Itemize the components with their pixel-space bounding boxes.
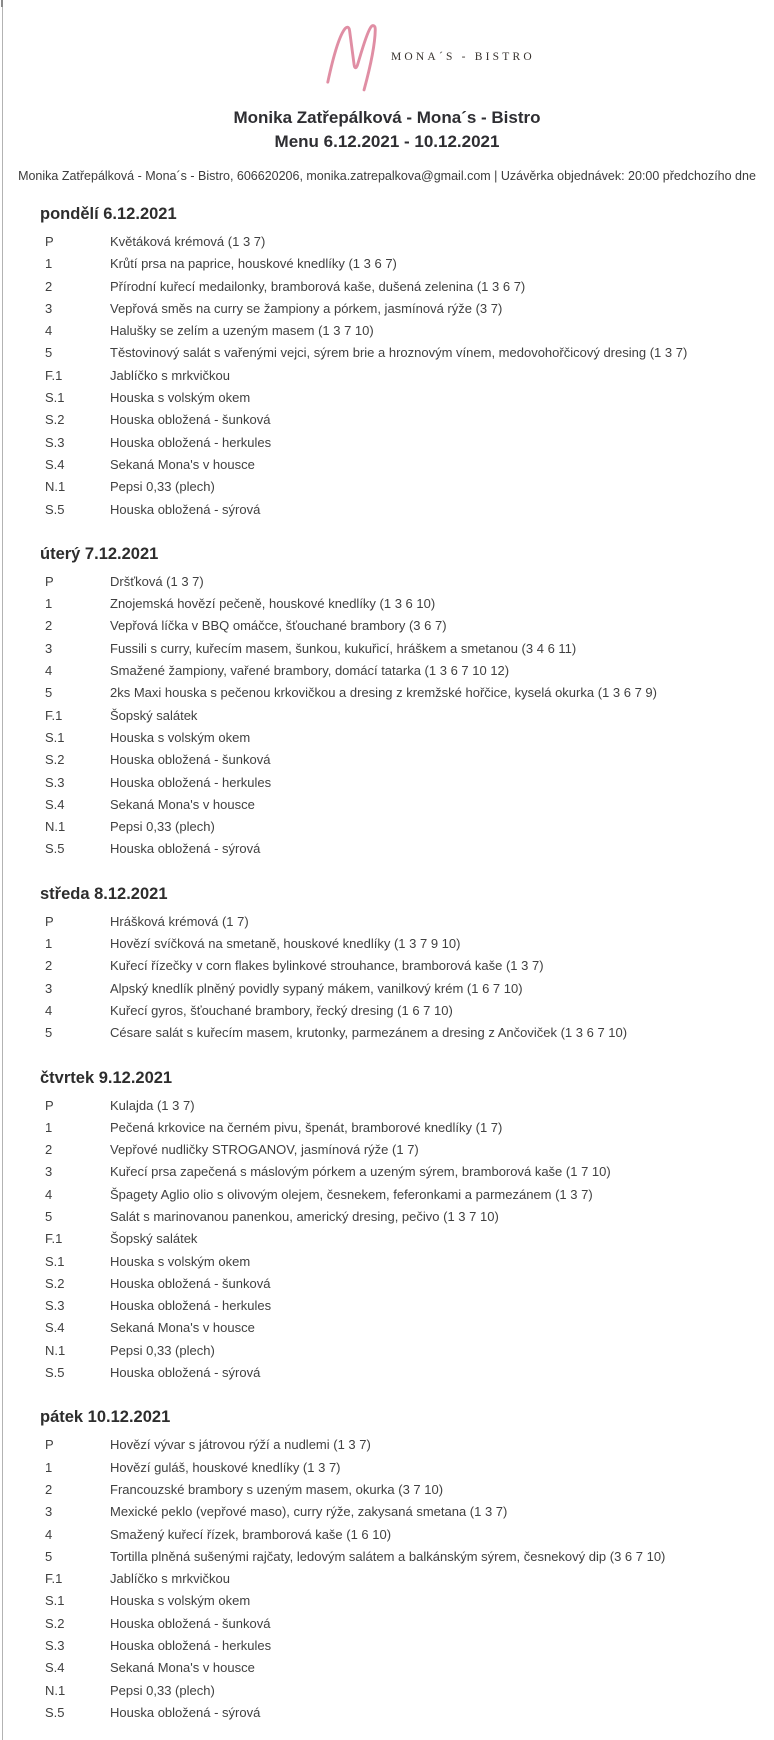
menu-row xyxy=(45,663,774,685)
menu-row xyxy=(45,1254,774,1276)
menu-row-code: 2 xyxy=(45,278,53,294)
menu-row-code: 3 xyxy=(45,300,53,316)
menu-row xyxy=(45,502,774,524)
menu-row xyxy=(45,708,774,730)
menu-row-text: Vepřová směs na curry se žampiony a pórkem, jasmínová rýže (3 7) xyxy=(110,300,503,316)
menu-row xyxy=(45,730,774,752)
menu-row-code: S.2 xyxy=(45,752,65,768)
menu-row xyxy=(45,234,774,256)
menu-row-code: F.1 xyxy=(45,1231,63,1247)
menu-row xyxy=(45,1025,774,1047)
menu-row-text: Smažený kuřecí řízek, bramborová kaše (1 6 10) xyxy=(110,1526,392,1542)
menu-row-code: S.5 xyxy=(45,841,65,857)
day-section xyxy=(0,543,774,864)
menu-row-text: Sekaná Mona's v housce xyxy=(110,1320,255,1336)
menu-row xyxy=(45,618,774,640)
menu-row xyxy=(45,775,774,797)
menu-row-code: 4 xyxy=(45,1002,53,1018)
menu-row-text: Sekaná Mona's v housce xyxy=(110,1660,255,1676)
menu-row-text: Hovězí svíčková na smetaně, houskové knedlíky (1 3 7 9 10) xyxy=(110,936,461,952)
menu-row xyxy=(45,1003,774,1025)
menu-row-text: Salát s marinovanou panenkou, americký dresing, pečivo (1 3 7 10) xyxy=(110,1208,499,1224)
menu-row-text: Kulajda (1 3 7) xyxy=(110,1097,195,1113)
menu-row-code: S.1 xyxy=(45,729,65,745)
menu-row-text: Houska obložená - šunková xyxy=(110,1275,271,1291)
menu-row-text: Alpský knedlík plněný povidly sypaný mákem, vanilkový krém (1 6 7 10) xyxy=(110,980,523,996)
menu-row-code: S.3 xyxy=(45,774,65,790)
menu-row-code: 2 xyxy=(45,1142,53,1158)
menu-row-code: 4 xyxy=(45,1526,53,1542)
menu-row xyxy=(45,1298,774,1320)
menu-row xyxy=(45,797,774,819)
menu-row-text: Sekaná Mona's v housce xyxy=(110,796,255,812)
menu-row xyxy=(45,368,774,390)
logo-header xyxy=(0,0,774,94)
menu-row xyxy=(45,1638,774,1660)
menu-row xyxy=(45,1705,774,1727)
day-section xyxy=(0,1067,774,1388)
menu-row xyxy=(45,1660,774,1682)
menu-row-code: S.4 xyxy=(45,796,65,812)
day-title: čtvrtek 9.12.2021 xyxy=(40,1068,173,1087)
menu-row-text: Houska obložená - herkules xyxy=(110,1638,272,1654)
menu-row-text: Hovězí vývar s játrovou rýží a nudlemi (1 3 7) xyxy=(110,1437,371,1453)
menu-row-text: Mexické peklo (vepřové maso), curry rýže, zakysaná smetana (1 3 7) xyxy=(110,1504,508,1520)
menu-row-text: Houska obložená - herkules xyxy=(110,1298,272,1314)
menu-row xyxy=(45,479,774,501)
menu-row-code: S.4 xyxy=(45,456,65,472)
menu-row-code: S.1 xyxy=(45,1253,65,1269)
menu-row-text: Kuřecí gyros, šťouchané brambory, řecký dresing (1 6 7 10) xyxy=(110,1002,453,1018)
menu-row-text: Kuřecí řízečky v corn flakes bylinkové strouhance, bramborová kaše (1 3 7) xyxy=(110,958,544,974)
menu-row xyxy=(45,958,774,980)
menu-row xyxy=(45,1482,774,1504)
menu-row-code: 1 xyxy=(45,1459,53,1475)
menu-row-code: F.1 xyxy=(45,367,63,383)
menu-row-code: 2 xyxy=(45,958,53,974)
menu-row xyxy=(45,1527,774,1549)
menu-row-code: 5 xyxy=(45,345,53,361)
menu-row xyxy=(45,596,774,618)
menu-row-text: Špagety Aglio olio s olivovým olejem, česnekem, feferonkami a parmezánem (1 3 7) xyxy=(110,1186,593,1202)
menu-row-code: 1 xyxy=(45,256,53,272)
menu-row-code: P xyxy=(45,913,54,929)
menu-row xyxy=(45,256,774,278)
menu-row xyxy=(45,1320,774,1342)
menu-row xyxy=(45,1549,774,1571)
day-section xyxy=(0,1406,774,1727)
menu-row xyxy=(45,1343,774,1365)
day-title: pátek 10.12.2021 xyxy=(40,1408,171,1427)
menu-row xyxy=(45,752,774,774)
menu-row-text: Houska s volským okem xyxy=(110,729,251,745)
menu-row-text: Halušky se zelím a uzeným masem (1 3 7 10) xyxy=(110,323,374,339)
menu-row xyxy=(45,685,774,707)
menu-row-text: Kuřecí prsa zapečená s máslovým pórkem a uzeným sýrem, bramborová kaše (1 7 10) xyxy=(110,1164,611,1180)
menu-row-code: P xyxy=(45,1097,54,1113)
menu-row xyxy=(45,345,774,367)
menu-row-text: Pečená krkovice na černém pivu, špenát, bramborové knedlíky (1 7) xyxy=(110,1119,503,1135)
menu-row-code: S.4 xyxy=(45,1660,65,1676)
menu-row-text: Hrášková krémová (1 7) xyxy=(110,913,249,929)
menu-row-text: Houska obložená - šunková xyxy=(110,1615,271,1631)
menu-row-code: P xyxy=(45,234,54,249)
menu-row-code: S.5 xyxy=(45,1365,65,1381)
menu-row-text: Pepsi 0,33 (plech) xyxy=(110,819,215,835)
menu-row-text: Pepsi 0,33 (plech) xyxy=(110,479,215,495)
day-rows xyxy=(40,914,774,1048)
menu-row xyxy=(45,412,774,434)
menu-row xyxy=(45,1437,774,1459)
day-title: pondělí 6.12.2021 xyxy=(40,205,177,223)
menu-row-code: S.4 xyxy=(45,1320,65,1336)
menu-row-code: P xyxy=(45,573,54,589)
menu-row-code: 3 xyxy=(45,640,53,656)
menu-row-code: N.1 xyxy=(45,479,66,495)
menu-row xyxy=(45,1142,774,1164)
day-rows xyxy=(40,1437,774,1727)
menu-row-code: 4 xyxy=(45,663,53,679)
menu-row-code: 3 xyxy=(45,980,53,996)
contact-line: Monika Zatřepálková - Mona´s - Bistro, 606620206, monika.zatrepalkova@gmail.com | Uzávěrka objednávek: 20:00 předchozího dne xyxy=(18,169,756,183)
menu-row xyxy=(45,1098,774,1120)
menu-days xyxy=(0,203,774,1727)
menu-row-code: 1 xyxy=(45,1119,53,1135)
day-section xyxy=(0,203,774,524)
menu-row-text: Houska obložená - sýrová xyxy=(110,841,261,857)
menu-row-code: 2 xyxy=(45,618,53,634)
menu-row-code: S.2 xyxy=(45,1275,65,1291)
menu-row-text: Houska s volským okem xyxy=(110,390,251,406)
menu-row xyxy=(45,936,774,958)
menu-row-code: 5 xyxy=(45,685,53,701)
menu-row-text: Houska obložená - sýrová xyxy=(110,1365,261,1381)
menu-row-text: Smažené žampiony, vařené brambory, domácí tatarka (1 3 6 7 10 12) xyxy=(110,663,510,679)
menu-row xyxy=(45,1616,774,1638)
menu-row-code: P xyxy=(45,1437,54,1453)
menu-row-code: 2 xyxy=(45,1481,53,1497)
menu-row-text: Houska obložená - šunková xyxy=(110,752,271,768)
menu-row xyxy=(45,390,774,412)
menu-row xyxy=(45,1120,774,1142)
menu-row-text: Těstovinový salát s vařenými vejci, sýrem brie a hroznovým vínem, medovohořčicový dresing (1 3 7) xyxy=(110,345,688,361)
menu-row xyxy=(45,1460,774,1482)
menu-row xyxy=(45,1231,774,1253)
menu-date-range: Menu 6.12.2021 - 10.12.2021 xyxy=(274,132,500,151)
menu-row-text: Květáková krémová (1 3 7) xyxy=(110,234,266,249)
menu-row-code: N.1 xyxy=(45,819,66,835)
menu-row xyxy=(45,914,774,936)
menu-row xyxy=(45,1593,774,1615)
menu-row-code: 4 xyxy=(45,323,53,339)
menu-row xyxy=(45,841,774,863)
menu-row xyxy=(45,641,774,663)
menu-row-code: S.1 xyxy=(45,1593,65,1609)
menu-row xyxy=(45,1187,774,1209)
menu-row-code: 3 xyxy=(45,1504,53,1520)
day-rows xyxy=(40,574,774,864)
brand-text: MONA´S - BISTRO xyxy=(391,51,535,63)
menu-row xyxy=(45,323,774,345)
menu-row-text: Houska s volským okem xyxy=(110,1593,251,1609)
menu-row xyxy=(45,301,774,323)
menu-row-text: Jablíčko s mrkvičkou xyxy=(110,1571,230,1587)
menu-row-text: Přírodní kuřecí medailonky, bramborová kaše, dušená zelenina (1 3 6 7) xyxy=(110,278,526,294)
menu-row-code: S.1 xyxy=(45,390,65,406)
menu-row-code: 5 xyxy=(45,1208,53,1224)
menu-row-text: Šopský salátek xyxy=(110,707,198,723)
menu-row-text: Vepřová líčka v BBQ omáčce, šťouchané brambory (3 6 7) xyxy=(110,618,447,634)
day-title: středa 8.12.2021 xyxy=(40,884,168,903)
menu-row xyxy=(45,574,774,596)
menu-row-code: F.1 xyxy=(45,1571,63,1587)
day-title: úterý 7.12.2021 xyxy=(40,544,159,563)
menu-row-code: 4 xyxy=(45,1186,53,1202)
menu-row-text: Houska obložená - herkules xyxy=(110,774,272,790)
menu-row-text: Sekaná Mona's v housce xyxy=(110,456,255,472)
page-title: Monika Zatřepálková - Mona´s - Bistro xyxy=(233,108,541,127)
menu-row xyxy=(45,1571,774,1593)
menu-row-text: Houska obložená - sýrová xyxy=(110,1704,261,1720)
menu-row-text: Pepsi 0,33 (plech) xyxy=(110,1682,215,1698)
menu-row-text: Jablíčko s mrkvičkou xyxy=(110,367,230,383)
day-rows xyxy=(40,1098,774,1388)
menu-row-text: Vepřové nudličky STROGANOV, jasmínová rýže (1 7) xyxy=(110,1142,419,1158)
menu-row-code: 3 xyxy=(45,1164,53,1180)
menu-row-text: Houska s volským okem xyxy=(110,1253,251,1269)
menu-row-text: Hovězí guláš, houskové knedlíky (1 3 7) xyxy=(110,1459,341,1475)
menu-row-code: S.3 xyxy=(45,1638,65,1654)
menu-row-text: Houska obložená - herkules xyxy=(110,434,272,450)
menu-row-text: Houska obložená - šunková xyxy=(110,412,271,428)
page-left-border xyxy=(2,0,3,1740)
menu-row-text: Pepsi 0,33 (plech) xyxy=(110,1342,215,1358)
menu-row-code: S.2 xyxy=(45,1615,65,1631)
menu-row-code: N.1 xyxy=(45,1682,66,1698)
menu-row xyxy=(45,435,774,457)
menu-row-code: S.3 xyxy=(45,434,65,450)
menu-row-text: Znojemská hovězí pečeně, houskové knedlíky (1 3 6 10) xyxy=(110,596,436,612)
menu-row xyxy=(45,1209,774,1231)
menu-row-code: N.1 xyxy=(45,1342,66,1358)
menu-row-text: Fussili s curry, kuřecím masem, šunkou, kukuřicí, hráškem a smetanou (3 4 6 11) xyxy=(110,640,577,656)
menu-row xyxy=(45,981,774,1003)
menu-row-code: S.2 xyxy=(45,412,65,428)
menu-row-text: Šopský salátek xyxy=(110,1231,198,1247)
menu-row xyxy=(45,1276,774,1298)
menu-row xyxy=(45,819,774,841)
menu-row xyxy=(45,457,774,479)
menu-row-code: S.5 xyxy=(45,1704,65,1720)
menu-row-text: 2ks Maxi houska s pečenou krkovičkou a dresing z kremžské hořčice, kyselá okurka (1 3 6 7 9) xyxy=(110,685,657,701)
menu-row-text: Houska obložená - sýrová xyxy=(110,501,261,517)
menu-row-code: S.5 xyxy=(45,501,65,517)
menu-row-code: S.3 xyxy=(45,1298,65,1314)
day-section xyxy=(0,883,774,1048)
menu-row xyxy=(45,1683,774,1705)
menu-row-code: 1 xyxy=(45,936,53,952)
menu-row-text: Krůtí prsa na paprice, houskové knedlíky (1 3 6 7) xyxy=(110,256,397,272)
menu-row-text: Tortilla plněná sušenými rajčaty, ledovým salátem a balkánským sýrem, česnekový dip (3 6 7 10) xyxy=(110,1548,666,1564)
menu-row xyxy=(45,1164,774,1186)
menu-row xyxy=(45,1365,774,1387)
menu-row-text: Césare salát s kuřecím masem, krutonky, parmezánem a dresing z Ančoviček (1 3 6 7 10) xyxy=(110,1025,628,1041)
day-rows xyxy=(40,234,774,524)
monas-m-logo-icon xyxy=(322,22,380,97)
menu-row-code: F.1 xyxy=(45,707,63,723)
menu-row xyxy=(45,1504,774,1526)
menu-row-text: Dršťková (1 3 7) xyxy=(110,573,204,589)
menu-row-text: Francouzské brambory s uzeným masem, okurka (3 7 10) xyxy=(110,1481,444,1497)
menu-row xyxy=(45,279,774,301)
menu-row-code: 1 xyxy=(45,596,53,612)
menu-row-code: 5 xyxy=(45,1025,53,1041)
menu-row-code: 5 xyxy=(45,1548,53,1564)
